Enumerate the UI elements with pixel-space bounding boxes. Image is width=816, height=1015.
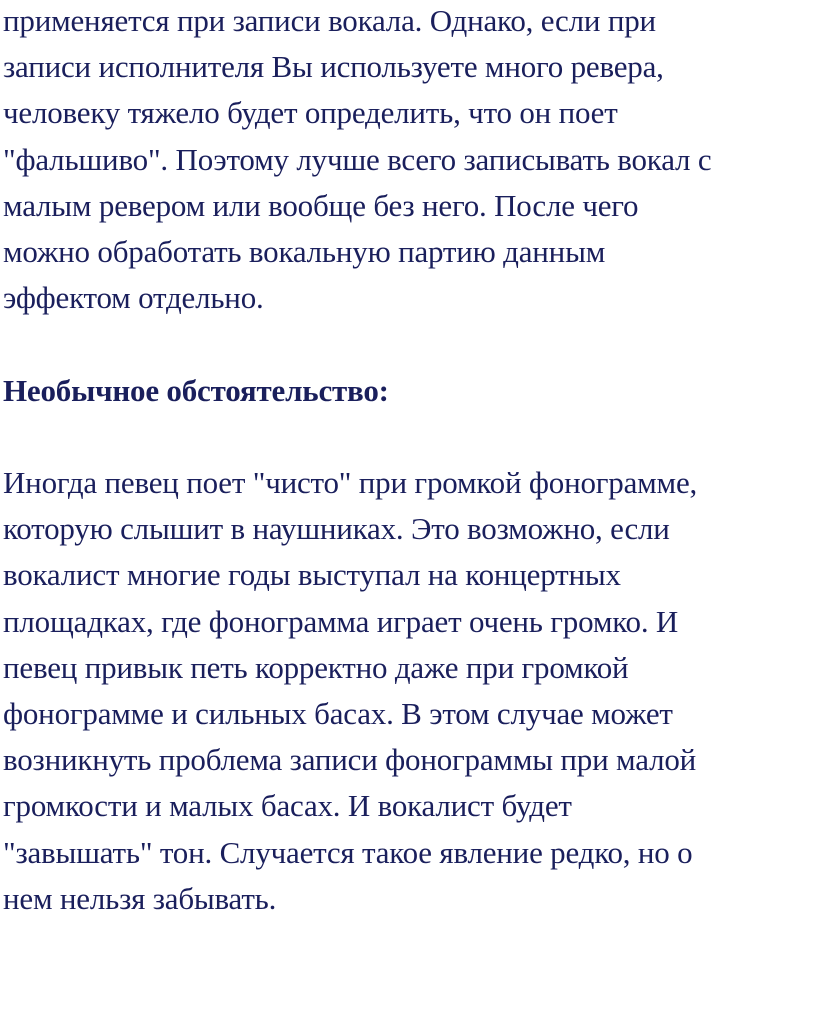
paragraph-unusual-circumstance: Иногда певец поет "чисто" при громкой фонограмме, которую слышит в наушниках. Это возможно, если вокалист многие годы выступал на концертных площадках, где фонограмма играет очень громко. И певец привык петь корректно даже при громкой фонограмме и сильных басах. В этом случае может возникнуть проблема записи фонограммы при малой громкости и малых басах. И вокалист будет "завышать" тон. Случается такое явление редко, но о нем нельзя забывать. (3, 465, 698, 916)
section-heading: Необычное обстоятельство: (3, 372, 389, 408)
document-page (3, 0, 815, 922)
paragraph-reverb-vocals: применяется при записи вокала. Однако, если при записи исполнителя Вы используете много ревера, человеку тяжело будет определить, что он поет "фальшиво". Поэтому лучше всего записывать вокал с малым ревером или вообще без него. После чего можно обработать вокальную партию данным эффектом отдельно. (3, 3, 712, 316)
paragraph-spacer (3, 414, 815, 460)
paragraph-spacer (3, 321, 815, 367)
